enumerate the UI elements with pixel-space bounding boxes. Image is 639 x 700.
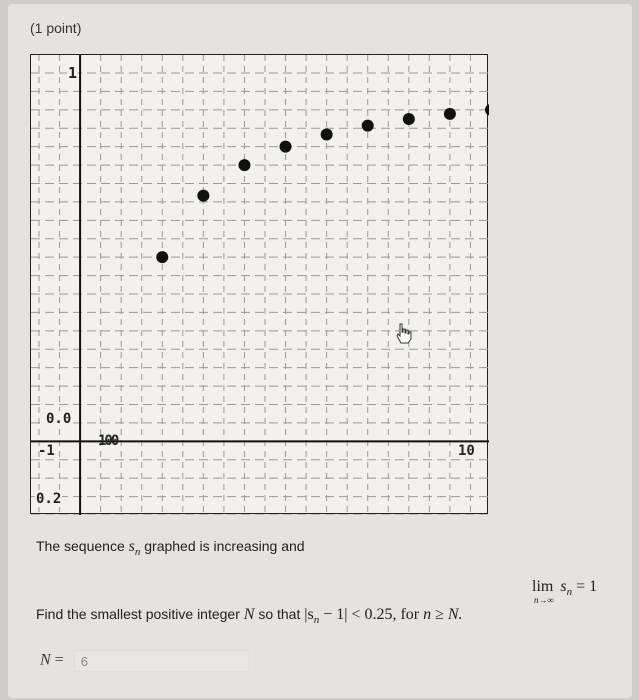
limit-var-sub: n: [566, 586, 573, 599]
points-label: (1 point): [30, 20, 82, 36]
y-label-top: 1: [68, 64, 78, 82]
y-label-zero-overlay: 0.0: [46, 411, 72, 427]
answer-equals: =: [50, 651, 68, 669]
data-point: [280, 141, 292, 153]
find-condition-rest: − 1| < 0.25, for: [319, 606, 424, 623]
answer-row: [40, 650, 249, 672]
sequence-prefix: The sequence: [36, 538, 129, 554]
answer-label: N: [40, 651, 51, 669]
limit-under: n→∞: [534, 595, 554, 605]
x-label-max: 10: [458, 443, 475, 459]
find-geq: ≥: [431, 606, 448, 623]
answer-input[interactable]: 6: [74, 650, 249, 672]
sequence-symbol: s: [128, 538, 135, 555]
find-condition-sub: n: [313, 614, 320, 627]
data-point: [238, 159, 250, 171]
data-point: [485, 104, 489, 116]
limit-var: s: [560, 578, 567, 595]
data-point: [403, 113, 415, 125]
hand-cursor-icon: [394, 322, 414, 344]
data-point: [444, 108, 456, 120]
find-n: n: [423, 606, 432, 623]
data-point: [156, 251, 168, 263]
x-label-min: -1: [38, 443, 55, 459]
find-var: N: [243, 606, 255, 623]
data-point: [197, 190, 209, 202]
limit-expression: [532, 578, 598, 605]
find-N-end: N.: [447, 606, 463, 623]
sequence-graph: [30, 54, 488, 514]
x-label-overlay: 100: [98, 433, 118, 449]
sequence-suffix: graphed is increasing and: [140, 538, 305, 554]
find-condition-abs: |s: [304, 606, 314, 623]
limit-value: = 1: [572, 578, 598, 595]
find-prefix: Find the smallest positive integer: [36, 606, 244, 622]
find-condition: [304, 606, 463, 627]
sequence-statement: [36, 538, 305, 558]
sequence-subscript: n: [134, 545, 141, 558]
find-mid: so that: [254, 606, 305, 622]
y-label-min: 0.2: [36, 491, 62, 507]
find-statement: [36, 606, 463, 626]
data-point: [362, 120, 374, 132]
limit-text: lim: [532, 578, 554, 595]
data-point: [321, 129, 333, 141]
